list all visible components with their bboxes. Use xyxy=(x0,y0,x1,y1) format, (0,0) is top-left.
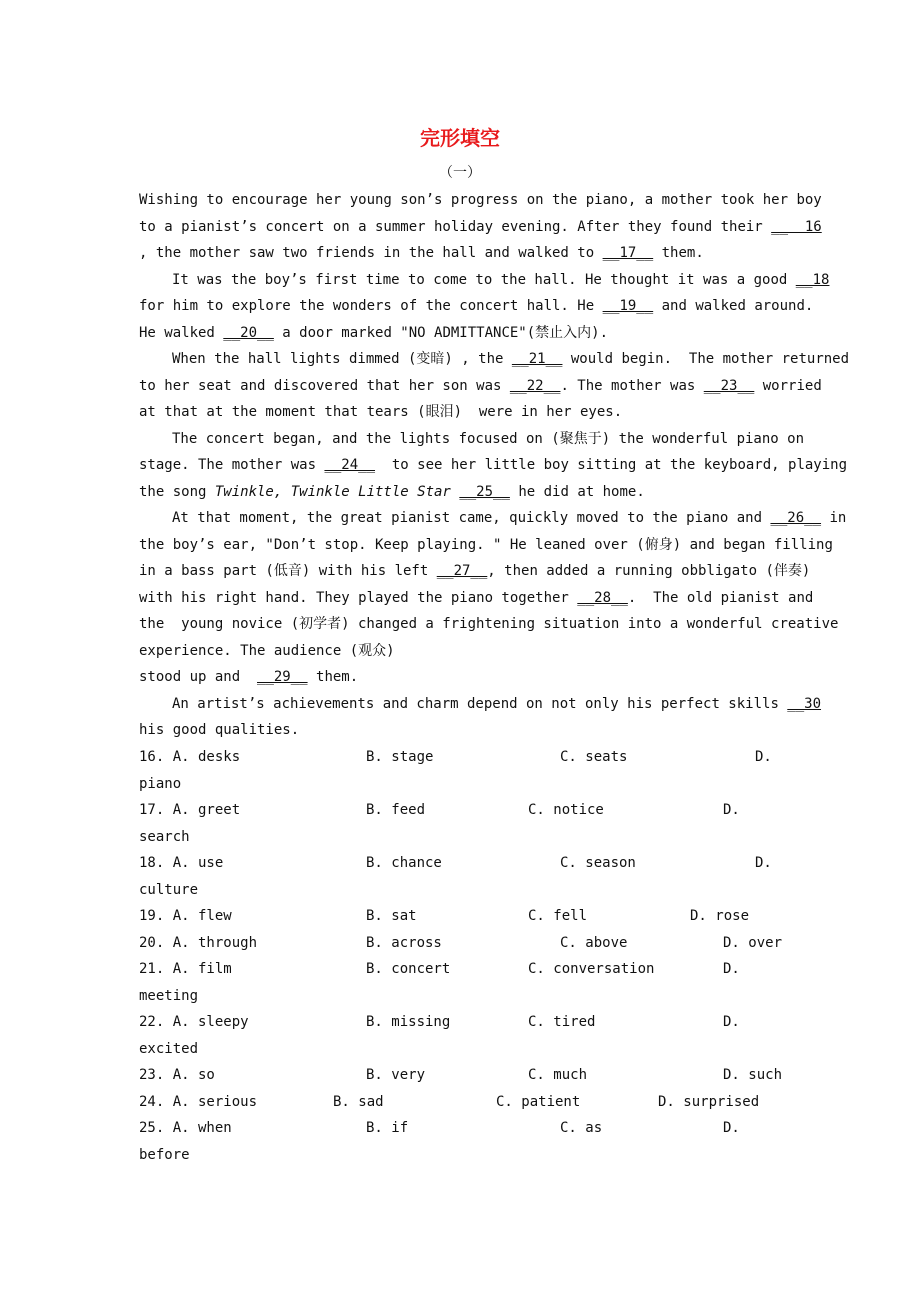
option-c: C. notice xyxy=(528,802,604,818)
option-b: B. chance xyxy=(366,855,442,871)
option-d-text: excited xyxy=(139,1041,199,1057)
option-b: B. concert xyxy=(366,961,451,977)
option-d-text: search xyxy=(139,829,190,845)
option-d-text: meeting xyxy=(139,988,199,1004)
option-a: 23. A. so xyxy=(139,1067,215,1083)
passage-line: the young novice (初学者) changed a frightening situation into a wonderful creative xyxy=(139,616,839,632)
passage-line: the boy’s ear, "Don’t stop. Keep playing. " He leaned over (俯身) and began filling xyxy=(139,537,833,553)
passage-line: with his right hand. They played the piano together __28__. The old pianist and xyxy=(139,590,814,606)
passage-line: When the hall lights dimmed (变暗) , the __21__ would begin. The mother returned xyxy=(172,351,850,367)
option-a: 22. A. sleepy xyxy=(139,1014,249,1030)
option-c: C. seats xyxy=(560,749,628,765)
option-d-text: culture xyxy=(139,882,199,898)
option-b: B. sad xyxy=(333,1094,384,1110)
option-d: D. xyxy=(755,749,772,765)
passage-line: his good qualities. xyxy=(139,722,300,738)
blank-27: __27__ xyxy=(436,563,488,579)
passage-line: in a bass part (低音) with his left __27__, then added a running obbligato (伴奏) xyxy=(139,563,811,579)
passage-line: An artist’s achievements and charm depend on not only his perfect skills __30 xyxy=(172,696,822,712)
blank-28: __28__ xyxy=(577,590,628,606)
passage-line: The concert began, and the lights focused on (聚焦于) the wonderful piano on xyxy=(172,431,805,447)
option-c: C. as xyxy=(560,1120,603,1136)
option-a: 20. A. through xyxy=(139,935,258,951)
option-c: C. fell xyxy=(528,908,588,924)
blank-17: __17__ xyxy=(602,245,654,261)
option-a: 25. A. when xyxy=(139,1120,232,1136)
passage-line: He walked __20__ a door marked "NO ADMITTANCE"(禁止入内). xyxy=(139,325,609,341)
option-c: C. above xyxy=(560,935,628,951)
passage-line: stood up and __29__ them. xyxy=(139,669,359,685)
section-number: （一） xyxy=(439,165,481,181)
option-d-text: piano xyxy=(139,776,182,792)
passage-line: , the mother saw two friends in the hall and walked to __17__ them. xyxy=(139,245,704,261)
option-a: 24. A. serious xyxy=(139,1094,258,1110)
passage-line: to her seat and discovered that her son was __22__. The mother was __23__ worried xyxy=(139,378,822,394)
option-a: 21. A. film xyxy=(139,961,232,977)
option-b: B. very xyxy=(366,1067,426,1083)
option-c: C. season xyxy=(560,855,636,871)
blank-18: __18 xyxy=(795,272,830,288)
option-b: B. missing xyxy=(366,1014,451,1030)
blank-21: __21__ xyxy=(511,351,563,367)
option-b: B. if xyxy=(366,1120,409,1136)
option-d: D. such xyxy=(723,1067,783,1083)
option-d-text: before xyxy=(139,1147,190,1163)
option-d: D. xyxy=(723,1014,740,1030)
passage-line: At that moment, the great pianist came, quickly moved to the piano and __26__ in xyxy=(172,510,847,526)
option-c: C. much xyxy=(528,1067,588,1083)
blank-29: __29__ xyxy=(257,669,308,685)
option-d: D. rose xyxy=(690,908,750,924)
passage-line: to a pianist’s concert on a summer holiday evening. After they found their __ 16 xyxy=(139,219,822,235)
song-title: Twinkle, Twinkle Little Star xyxy=(214,484,451,500)
option-b: B. across xyxy=(366,935,442,951)
option-a: 17. A. greet xyxy=(139,802,241,818)
passage-line: Wishing to encourage her young son’s progress on the piano, a mother took her boy xyxy=(139,192,822,208)
passage-line: for him to explore the wonders of the concert hall. He __19__ and walked around. xyxy=(139,298,814,314)
option-c: C. patient xyxy=(496,1094,581,1110)
blank-16: __ 16 xyxy=(771,219,822,235)
blank-20: __20__ xyxy=(223,325,274,341)
option-d: D. xyxy=(755,855,772,871)
option-d: D. xyxy=(723,1120,740,1136)
passage-line: at that at the moment that tears (眼泪) were in her eyes. xyxy=(139,404,623,420)
blank-19: __19__ xyxy=(602,298,654,314)
option-c: C. conversation xyxy=(528,961,655,977)
option-d: D. xyxy=(723,802,740,818)
option-b: B. feed xyxy=(366,802,426,818)
option-d: D. surprised xyxy=(658,1094,760,1110)
option-d: D. over xyxy=(723,935,783,951)
passage-line: stage. The mother was __24__ to see her little boy sitting at the keyboard, playing xyxy=(139,457,848,473)
blank-30: __30 xyxy=(787,696,822,712)
option-b: B. stage xyxy=(366,749,434,765)
passage-line: experience. The audience (观众) xyxy=(139,643,395,659)
option-a: 16. A. desks xyxy=(139,749,241,765)
blank-22: __22__ xyxy=(509,378,561,394)
passage-line: It was the boy’s first time to come to the hall. He thought it was a good __18 xyxy=(172,272,830,288)
passage-line: the song Twinkle, Twinkle Little Star __25__ he did at home. xyxy=(139,484,645,500)
blank-24: __24__ xyxy=(324,457,376,473)
option-a: 19. A. flew xyxy=(139,908,232,924)
option-d: D. xyxy=(723,961,740,977)
blank-25: __25__ xyxy=(459,484,510,500)
blank-23: __23__ xyxy=(703,378,755,394)
option-c: C. tired xyxy=(528,1014,596,1030)
blank-26: __26__ xyxy=(770,510,822,526)
page-title: 完形填空 xyxy=(420,126,500,150)
option-b: B. sat xyxy=(366,908,417,924)
option-a: 18. A. use xyxy=(139,855,224,871)
